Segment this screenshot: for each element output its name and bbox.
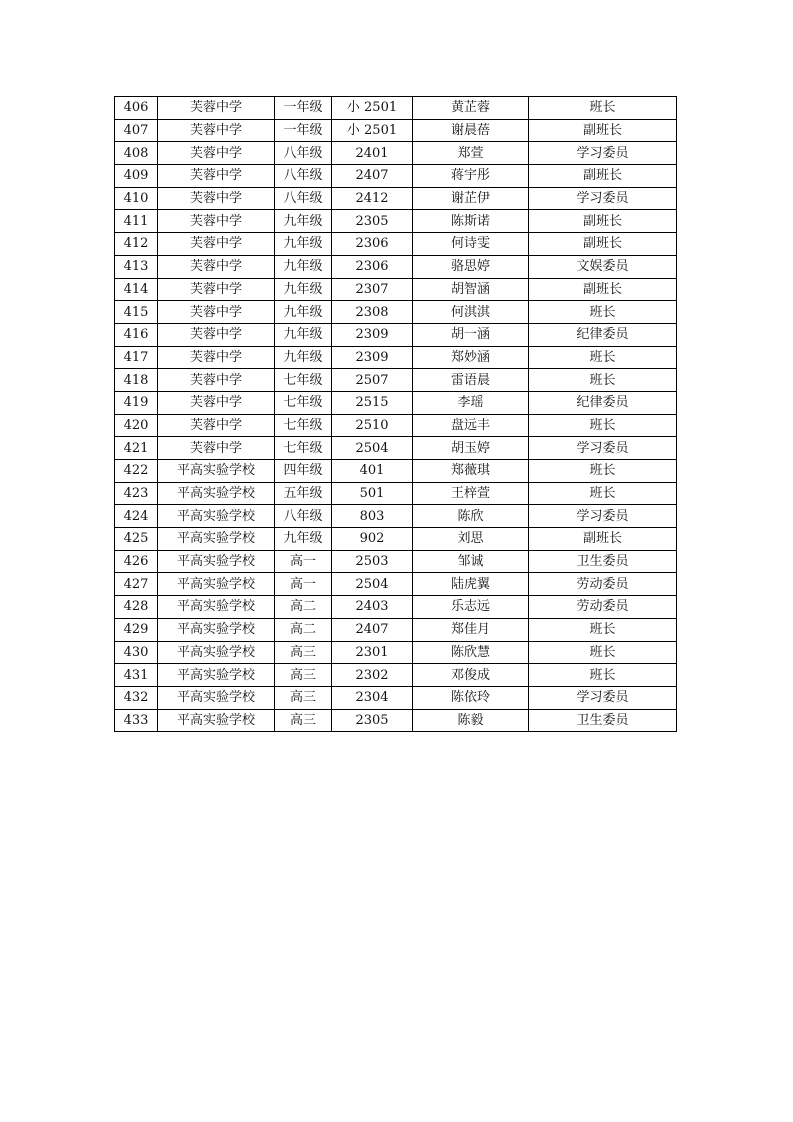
- row-number-cell: 406: [115, 97, 158, 120]
- student-name-cell: 陈欣慧: [413, 641, 529, 664]
- grade-cell: 七年级: [275, 369, 332, 392]
- table-row: [115, 187, 677, 210]
- row-number-cell: 416: [115, 323, 158, 346]
- role-cell: 文娱委员: [529, 255, 677, 278]
- table-row: [115, 97, 677, 120]
- table-row: [115, 709, 677, 732]
- student-name-cell: 陈毅: [413, 709, 529, 732]
- table-row: [115, 210, 677, 233]
- class-cell: 2306: [332, 233, 413, 256]
- school-cell: 芙蓉中学: [158, 97, 275, 120]
- school-cell: 芙蓉中学: [158, 142, 275, 165]
- student-name-cell: 陈依玲: [413, 686, 529, 709]
- grade-cell: 七年级: [275, 391, 332, 414]
- table-row: [115, 686, 677, 709]
- row-number-cell: 413: [115, 255, 158, 278]
- grade-cell: 高三: [275, 664, 332, 687]
- grade-cell: 九年级: [275, 278, 332, 301]
- grade-cell: 八年级: [275, 142, 332, 165]
- student-name-cell: 王梓萱: [413, 482, 529, 505]
- school-cell: 芙蓉中学: [158, 346, 275, 369]
- grade-cell: 七年级: [275, 437, 332, 460]
- class-cell: 803: [332, 505, 413, 528]
- class-cell: 小 2501: [332, 119, 413, 142]
- grade-cell: 八年级: [275, 505, 332, 528]
- table-row: [115, 346, 677, 369]
- student-name-cell: 陈欣: [413, 505, 529, 528]
- school-cell: 芙蓉中学: [158, 165, 275, 188]
- table-row: [115, 278, 677, 301]
- role-cell: 副班长: [529, 528, 677, 551]
- row-number-cell: 420: [115, 414, 158, 437]
- row-number-cell: 428: [115, 596, 158, 619]
- row-number-cell: 409: [115, 165, 158, 188]
- row-number-cell: 411: [115, 210, 158, 233]
- row-number-cell: 419: [115, 391, 158, 414]
- role-cell: 班长: [529, 346, 677, 369]
- row-number-cell: 426: [115, 550, 158, 573]
- student-name-cell: 胡玉婷: [413, 437, 529, 460]
- school-cell: 芙蓉中学: [158, 278, 275, 301]
- class-cell: 2309: [332, 323, 413, 346]
- class-cell: 2504: [332, 573, 413, 596]
- student-name-cell: 邹诚: [413, 550, 529, 573]
- class-cell: 小 2501: [332, 97, 413, 120]
- student-name-cell: 何诗雯: [413, 233, 529, 256]
- row-number-cell: 421: [115, 437, 158, 460]
- school-cell: 芙蓉中学: [158, 301, 275, 324]
- table-row: [115, 119, 677, 142]
- table-row: [115, 528, 677, 551]
- school-cell: 平高实验学校: [158, 686, 275, 709]
- class-cell: 902: [332, 528, 413, 551]
- row-number-cell: 431: [115, 664, 158, 687]
- school-cell: 平高实验学校: [158, 550, 275, 573]
- school-cell: 平高实验学校: [158, 482, 275, 505]
- school-cell: 平高实验学校: [158, 596, 275, 619]
- school-cell: 芙蓉中学: [158, 187, 275, 210]
- class-cell: 2515: [332, 391, 413, 414]
- table-row: [115, 460, 677, 483]
- class-cell: 2301: [332, 641, 413, 664]
- grade-cell: 高三: [275, 709, 332, 732]
- school-cell: 平高实验学校: [158, 618, 275, 641]
- grade-cell: 八年级: [275, 165, 332, 188]
- row-number-cell: 408: [115, 142, 158, 165]
- class-cell: 2302: [332, 664, 413, 687]
- student-name-cell: 谢芷伊: [413, 187, 529, 210]
- class-cell: 2407: [332, 165, 413, 188]
- role-cell: 副班长: [529, 165, 677, 188]
- class-cell: 401: [332, 460, 413, 483]
- class-cell: 2510: [332, 414, 413, 437]
- student-name-cell: 郑萱: [413, 142, 529, 165]
- grade-cell: 五年级: [275, 482, 332, 505]
- student-name-cell: 陆虎翼: [413, 573, 529, 596]
- role-cell: 学习委员: [529, 686, 677, 709]
- grade-cell: 一年级: [275, 119, 332, 142]
- school-cell: 平高实验学校: [158, 460, 275, 483]
- student-name-cell: 刘思: [413, 528, 529, 551]
- student-roster-table: [114, 96, 677, 732]
- student-name-cell: 何淇淇: [413, 301, 529, 324]
- table-row: [115, 437, 677, 460]
- grade-cell: 九年级: [275, 210, 332, 233]
- role-cell: 副班长: [529, 210, 677, 233]
- school-cell: 平高实验学校: [158, 505, 275, 528]
- row-number-cell: 412: [115, 233, 158, 256]
- grade-cell: 高三: [275, 641, 332, 664]
- school-cell: 平高实验学校: [158, 641, 275, 664]
- school-cell: 芙蓉中学: [158, 391, 275, 414]
- grade-cell: 高二: [275, 596, 332, 619]
- role-cell: 班长: [529, 414, 677, 437]
- role-cell: 班长: [529, 618, 677, 641]
- student-name-cell: 陈斯诺: [413, 210, 529, 233]
- grade-cell: 高一: [275, 550, 332, 573]
- student-name-cell: 李瑶: [413, 391, 529, 414]
- student-name-cell: 盘远丰: [413, 414, 529, 437]
- student-name-cell: 胡一涵: [413, 323, 529, 346]
- role-cell: 班长: [529, 369, 677, 392]
- role-cell: 班长: [529, 482, 677, 505]
- row-number-cell: 422: [115, 460, 158, 483]
- row-number-cell: 425: [115, 528, 158, 551]
- student-name-cell: 郑佳月: [413, 618, 529, 641]
- grade-cell: 九年级: [275, 301, 332, 324]
- row-number-cell: 415: [115, 301, 158, 324]
- table-row: [115, 482, 677, 505]
- student-name-cell: 黄芷蓉: [413, 97, 529, 120]
- class-cell: 2507: [332, 369, 413, 392]
- grade-cell: 九年级: [275, 255, 332, 278]
- student-name-cell: 胡智涵: [413, 278, 529, 301]
- class-cell: 2504: [332, 437, 413, 460]
- role-cell: 班长: [529, 460, 677, 483]
- role-cell: 学习委员: [529, 187, 677, 210]
- grade-cell: 八年级: [275, 187, 332, 210]
- class-cell: 2503: [332, 550, 413, 573]
- table-row: [115, 233, 677, 256]
- role-cell: 学习委员: [529, 437, 677, 460]
- row-number-cell: 430: [115, 641, 158, 664]
- class-cell: 2403: [332, 596, 413, 619]
- table-row: [115, 414, 677, 437]
- role-cell: 班长: [529, 664, 677, 687]
- table-row: [115, 165, 677, 188]
- table-row: [115, 323, 677, 346]
- table-row: [115, 369, 677, 392]
- table-row: [115, 664, 677, 687]
- grade-cell: 四年级: [275, 460, 332, 483]
- role-cell: 学习委员: [529, 142, 677, 165]
- row-number-cell: 433: [115, 709, 158, 732]
- class-cell: 2308: [332, 301, 413, 324]
- student-name-cell: 骆思婷: [413, 255, 529, 278]
- roster-table-body: [115, 97, 677, 732]
- class-cell: 501: [332, 482, 413, 505]
- school-cell: 芙蓉中学: [158, 119, 275, 142]
- school-cell: 芙蓉中学: [158, 255, 275, 278]
- school-cell: 芙蓉中学: [158, 210, 275, 233]
- school-cell: 芙蓉中学: [158, 437, 275, 460]
- grade-cell: 九年级: [275, 528, 332, 551]
- student-name-cell: 郑妙涵: [413, 346, 529, 369]
- row-number-cell: 423: [115, 482, 158, 505]
- table-row: [115, 391, 677, 414]
- table-row: [115, 641, 677, 664]
- student-name-cell: 乐志远: [413, 596, 529, 619]
- grade-cell: 高二: [275, 618, 332, 641]
- student-name-cell: 雷语晨: [413, 369, 529, 392]
- grade-cell: 高一: [275, 573, 332, 596]
- row-number-cell: 424: [115, 505, 158, 528]
- row-number-cell: 414: [115, 278, 158, 301]
- table-row: [115, 618, 677, 641]
- class-cell: 2304: [332, 686, 413, 709]
- class-cell: 2305: [332, 210, 413, 233]
- row-number-cell: 410: [115, 187, 158, 210]
- grade-cell: 七年级: [275, 414, 332, 437]
- role-cell: 纪律委员: [529, 323, 677, 346]
- row-number-cell: 429: [115, 618, 158, 641]
- role-cell: 副班长: [529, 233, 677, 256]
- role-cell: 劳动委员: [529, 596, 677, 619]
- role-cell: 学习委员: [529, 505, 677, 528]
- grade-cell: 一年级: [275, 97, 332, 120]
- school-cell: 平高实验学校: [158, 573, 275, 596]
- student-name-cell: 郑薇琪: [413, 460, 529, 483]
- role-cell: 纪律委员: [529, 391, 677, 414]
- table-row: [115, 142, 677, 165]
- school-cell: 芙蓉中学: [158, 323, 275, 346]
- role-cell: 副班长: [529, 119, 677, 142]
- table-row: [115, 596, 677, 619]
- student-name-cell: 邓俊成: [413, 664, 529, 687]
- class-cell: 2305: [332, 709, 413, 732]
- row-number-cell: 407: [115, 119, 158, 142]
- row-number-cell: 417: [115, 346, 158, 369]
- role-cell: 卫生委员: [529, 550, 677, 573]
- grade-cell: 高三: [275, 686, 332, 709]
- table-row: [115, 255, 677, 278]
- school-cell: 平高实验学校: [158, 528, 275, 551]
- student-name-cell: 蒋宇彤: [413, 165, 529, 188]
- table-row: [115, 301, 677, 324]
- school-cell: 平高实验学校: [158, 709, 275, 732]
- student-name-cell: 谢晨蓓: [413, 119, 529, 142]
- school-cell: 平高实验学校: [158, 664, 275, 687]
- role-cell: 班长: [529, 641, 677, 664]
- class-cell: 2412: [332, 187, 413, 210]
- grade-cell: 九年级: [275, 233, 332, 256]
- class-cell: 2309: [332, 346, 413, 369]
- school-cell: 芙蓉中学: [158, 369, 275, 392]
- role-cell: 劳动委员: [529, 573, 677, 596]
- table-row: [115, 505, 677, 528]
- table-row: [115, 550, 677, 573]
- role-cell: 班长: [529, 97, 677, 120]
- row-number-cell: 427: [115, 573, 158, 596]
- school-cell: 芙蓉中学: [158, 414, 275, 437]
- row-number-cell: 432: [115, 686, 158, 709]
- table-row: [115, 573, 677, 596]
- role-cell: 班长: [529, 301, 677, 324]
- class-cell: 2401: [332, 142, 413, 165]
- grade-cell: 九年级: [275, 323, 332, 346]
- row-number-cell: 418: [115, 369, 158, 392]
- class-cell: 2306: [332, 255, 413, 278]
- grade-cell: 九年级: [275, 346, 332, 369]
- role-cell: 卫生委员: [529, 709, 677, 732]
- class-cell: 2307: [332, 278, 413, 301]
- class-cell: 2407: [332, 618, 413, 641]
- role-cell: 副班长: [529, 278, 677, 301]
- school-cell: 芙蓉中学: [158, 233, 275, 256]
